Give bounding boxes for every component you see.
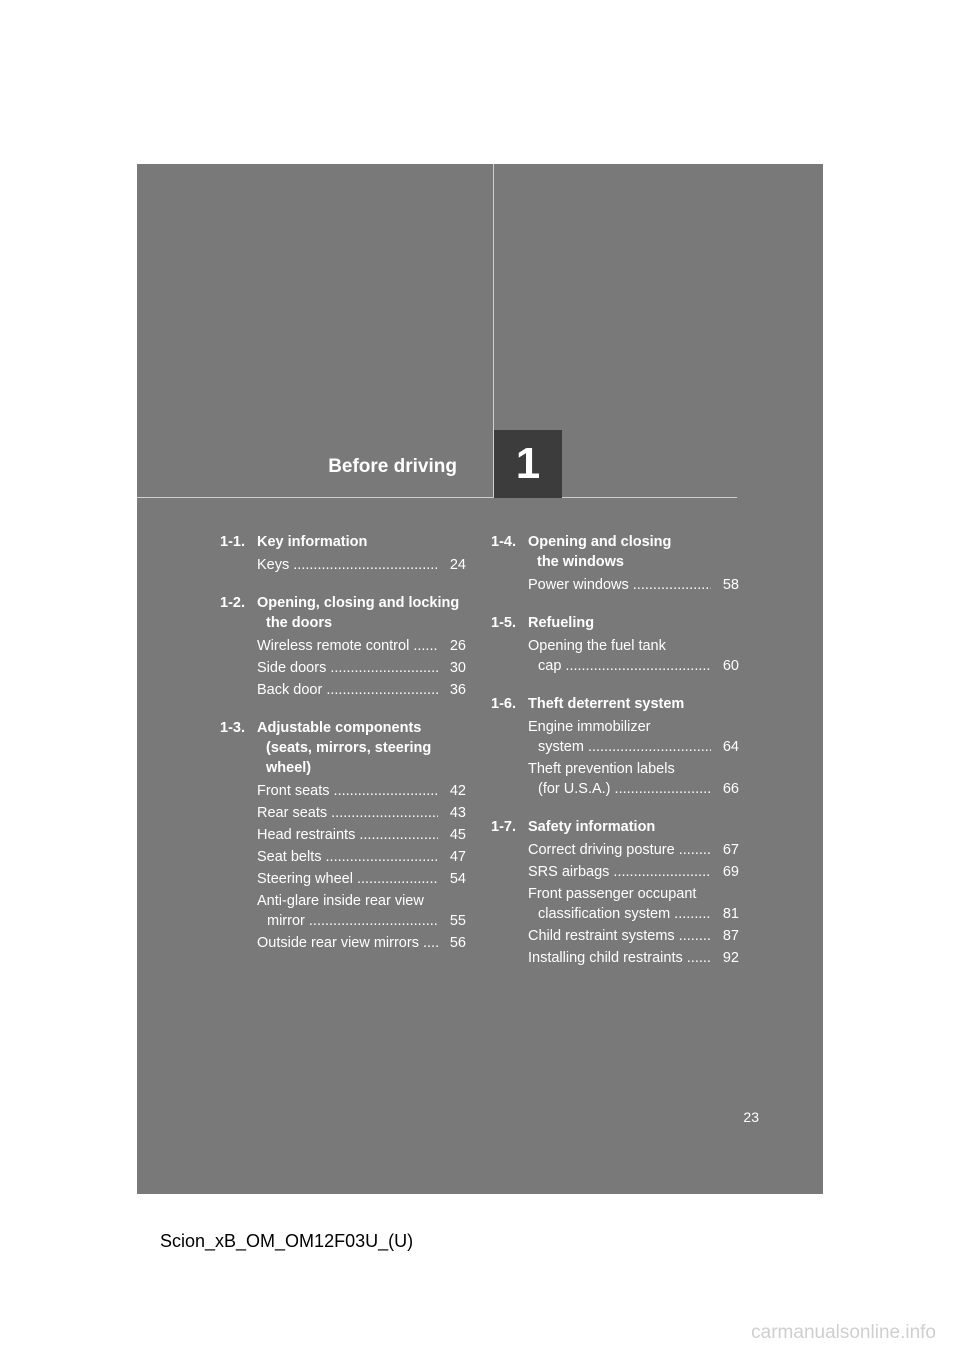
toc-entry-label bbox=[257, 847, 438, 867]
toc-entry-text-continuation: classification system ..... bbox=[528, 904, 711, 924]
toc-entry-label bbox=[528, 948, 711, 968]
watermark: carmanualsonline.info bbox=[751, 1322, 936, 1343]
section-title bbox=[257, 593, 466, 633]
section-entries bbox=[491, 636, 739, 676]
toc-entry[interactable] bbox=[257, 847, 466, 867]
toc-entry-label bbox=[528, 575, 711, 595]
toc-entry-label bbox=[257, 680, 438, 700]
toc-column-right bbox=[491, 532, 739, 986]
section-title-line: Adjustable components bbox=[257, 720, 422, 736]
section-number: 1-4. bbox=[491, 534, 516, 550]
toc-entry[interactable] bbox=[528, 636, 739, 676]
toc-entry-text: Theft prevention labels bbox=[528, 761, 675, 777]
toc-entry-text: Opening the fuel tank bbox=[528, 638, 666, 654]
toc-entry-text: SRS airbags bbox=[528, 864, 610, 880]
toc-entry-page: 54 bbox=[449, 871, 466, 887]
toc-entry-text: Engine immobilizer bbox=[528, 719, 651, 735]
toc-section bbox=[491, 694, 739, 799]
section-title-continuation: (seats, mirrors, steering wheel) bbox=[266, 740, 432, 776]
toc-entry[interactable] bbox=[257, 555, 466, 575]
toc-entry-label bbox=[528, 636, 711, 676]
section-title-line: Key information bbox=[257, 534, 368, 550]
toc-entry-label bbox=[257, 803, 438, 823]
toc-entry-label bbox=[528, 884, 711, 924]
section-title bbox=[528, 694, 739, 714]
section-heading[interactable] bbox=[491, 694, 739, 714]
toc-entry-label bbox=[528, 759, 711, 799]
toc-entry-text: Correct driving posture bbox=[528, 842, 675, 858]
page-number: 23 bbox=[743, 1109, 759, 1125]
toc-entry-text: Back door bbox=[257, 682, 323, 698]
toc-entry-label bbox=[528, 717, 711, 757]
toc-entry-page: 45 bbox=[449, 827, 466, 843]
toc-entry-text-continuation: cap ..... bbox=[528, 656, 711, 676]
toc-entry-text: Anti-glare inside rear view bbox=[257, 893, 424, 909]
section-entries bbox=[491, 717, 739, 799]
toc-entry-label bbox=[528, 862, 711, 882]
toc-entry-text: Child restraint systems bbox=[528, 928, 675, 944]
divider-horizontal bbox=[137, 497, 737, 498]
toc-entry-text: Front seats bbox=[257, 783, 330, 799]
toc-entry-text-continuation: system ..... bbox=[528, 737, 711, 757]
toc-entry[interactable] bbox=[528, 926, 739, 946]
toc-entry-label bbox=[257, 636, 438, 656]
toc-entry[interactable] bbox=[528, 840, 739, 860]
toc-entry-page: 43 bbox=[449, 805, 466, 821]
toc-entry-text-continuation: mirror ..... bbox=[257, 911, 438, 931]
section-number: 1-7. bbox=[491, 819, 516, 835]
toc-entry[interactable] bbox=[257, 680, 466, 700]
section-title-line: Refueling bbox=[528, 615, 595, 631]
toc-entry-page: 58 bbox=[722, 577, 739, 593]
toc-entry-page: 36 bbox=[449, 682, 466, 698]
toc-entry-page: 26 bbox=[449, 638, 466, 654]
toc-entry-page: 64 bbox=[722, 739, 739, 755]
toc-entry-label bbox=[257, 869, 438, 889]
section-entries bbox=[220, 781, 466, 953]
toc-entry-label bbox=[257, 891, 438, 931]
toc-entry-page: 92 bbox=[722, 950, 739, 966]
toc-entry[interactable] bbox=[528, 862, 739, 882]
section-heading[interactable] bbox=[220, 532, 466, 552]
toc-entry-text: Installing child restraints bbox=[528, 950, 683, 966]
section-title-line: Opening and closing bbox=[528, 534, 672, 550]
toc-entry-text: Outside rear view mirrors bbox=[257, 935, 419, 951]
toc-entry-page: 67 bbox=[722, 842, 739, 858]
section-title-line: Theft deterrent system bbox=[528, 696, 685, 712]
chapter-number-badge: 1 bbox=[494, 430, 562, 498]
section-number: 1-2. bbox=[220, 595, 245, 611]
toc-entry-text: Front passenger occupant bbox=[528, 886, 697, 902]
section-heading[interactable] bbox=[491, 817, 739, 837]
document-id-footer: Scion_xB_OM_OM12F03U_(U) bbox=[160, 1231, 414, 1251]
toc-entry-page: 30 bbox=[449, 660, 466, 676]
toc-entry-label bbox=[528, 840, 711, 860]
section-title bbox=[257, 718, 466, 778]
toc-entry-page: 42 bbox=[449, 783, 466, 799]
toc-entry-page: 69 bbox=[722, 864, 739, 880]
section-title-line: Opening, closing and locking bbox=[257, 595, 460, 611]
toc-entry[interactable] bbox=[257, 869, 466, 889]
section-entries bbox=[220, 555, 466, 575]
section-title-continuation: the windows bbox=[537, 554, 624, 570]
toc-entry[interactable] bbox=[257, 636, 466, 656]
toc-section bbox=[491, 613, 739, 676]
section-title-line: Safety information bbox=[528, 819, 656, 835]
toc-entry-page: 81 bbox=[722, 906, 739, 922]
toc-entry[interactable] bbox=[257, 803, 466, 823]
section-entries bbox=[220, 636, 466, 700]
chapter-title: Before driving bbox=[328, 456, 457, 477]
toc-section bbox=[220, 532, 466, 575]
section-number: 1-3. bbox=[220, 720, 245, 736]
toc-section bbox=[220, 593, 466, 700]
toc-entry[interactable] bbox=[528, 884, 739, 924]
section-title bbox=[528, 613, 739, 633]
section-title bbox=[528, 817, 739, 837]
toc-entry[interactable] bbox=[257, 658, 466, 678]
toc-entry[interactable] bbox=[257, 933, 466, 953]
toc-entry-label bbox=[257, 825, 438, 845]
section-number: 1-1. bbox=[220, 534, 245, 550]
chapter-panel bbox=[137, 164, 823, 1194]
section-title bbox=[257, 532, 466, 552]
toc-entry[interactable] bbox=[257, 825, 466, 845]
toc-entry-page: 56 bbox=[449, 935, 466, 951]
toc-section bbox=[491, 817, 739, 968]
section-heading[interactable] bbox=[220, 718, 466, 778]
section-heading[interactable] bbox=[491, 532, 739, 572]
toc-entry-text: Wireless remote control bbox=[257, 638, 410, 654]
toc-entry-text: Seat belts bbox=[257, 849, 322, 865]
toc-entry-text-continuation: (for U.S.A.) ..... bbox=[528, 779, 711, 799]
toc-entry-page: 60 bbox=[722, 658, 739, 674]
toc-entry-label bbox=[257, 781, 438, 801]
section-heading[interactable] bbox=[220, 593, 466, 633]
toc-entry-text: Keys bbox=[257, 557, 290, 573]
toc-entry-label bbox=[257, 933, 438, 953]
section-title bbox=[528, 532, 739, 572]
toc-section bbox=[220, 718, 466, 953]
toc-entry[interactable] bbox=[257, 781, 466, 801]
section-number: 1-5. bbox=[491, 615, 516, 631]
toc-entry[interactable] bbox=[528, 717, 739, 757]
toc-entry-page: 24 bbox=[449, 557, 466, 573]
toc-entry-text: Side doors bbox=[257, 660, 327, 676]
section-title-continuation: the doors bbox=[266, 615, 333, 631]
toc-entry-text: Head restraints bbox=[257, 827, 356, 843]
toc-entry[interactable] bbox=[528, 575, 739, 595]
section-heading[interactable] bbox=[491, 613, 739, 633]
section-number: 1-6. bbox=[491, 696, 516, 712]
toc-entry[interactable] bbox=[528, 948, 739, 968]
toc-column-left bbox=[220, 532, 466, 971]
section-entries bbox=[491, 840, 739, 968]
toc-entry[interactable] bbox=[257, 891, 466, 931]
toc-entry-page: 87 bbox=[722, 928, 739, 944]
toc-entry-label bbox=[257, 658, 438, 678]
section-entries bbox=[491, 575, 739, 595]
toc-entry-page: 66 bbox=[722, 781, 739, 797]
toc-entry-text: Steering wheel bbox=[257, 871, 353, 887]
toc-entry[interactable] bbox=[528, 759, 739, 799]
toc-entry-page: 55 bbox=[449, 913, 466, 929]
toc-entry-label bbox=[528, 926, 711, 946]
toc-entry-label bbox=[257, 555, 438, 575]
toc-section bbox=[491, 532, 739, 595]
toc-entry-text: Power windows bbox=[528, 577, 629, 593]
toc-entry-page: 47 bbox=[449, 849, 466, 865]
toc-entry-text: Rear seats bbox=[257, 805, 328, 821]
